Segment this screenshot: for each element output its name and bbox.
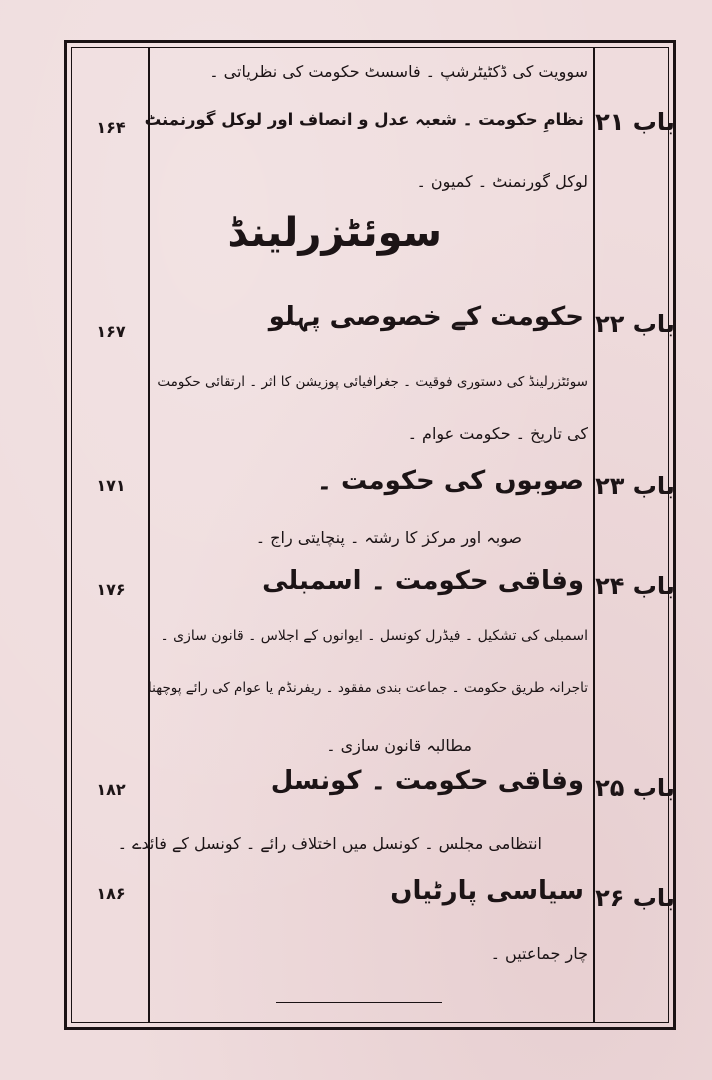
chapter-label: باب ۲۶	[595, 884, 675, 912]
chapter-topics: انتظامی مجلس ۔ کونسل میں اختلاف رائے ۔ کونسل کے فائدے ۔	[117, 834, 542, 853]
chapter-heading: نظامِ حکومت ۔ شعبہ عدل و انصاف اور لوکل گورنمنٹ	[144, 110, 584, 129]
chapter-label: باب ۲۱	[595, 108, 675, 136]
chapter-label: باب ۲۳	[595, 472, 675, 500]
chapter-heading: وفاقی حکومت ۔ اسمبلی	[262, 566, 584, 596]
chapter-heading: حکومت کے خصوصی پہلو	[268, 302, 584, 332]
chapter-topics: لوکل گورنمنٹ ۔ کمیون ۔	[416, 172, 588, 191]
closing-rule	[276, 1002, 442, 1003]
page-number: ۱۸۲	[96, 780, 126, 799]
chapter-topics: چار جماعتیں ۔	[490, 944, 588, 963]
chapter-label: باب ۲۵	[595, 774, 675, 802]
chapter-label: باب ۲۴	[595, 572, 675, 600]
page-number: ۱۶۴	[96, 118, 126, 137]
chapter-heading: سیاسی پارٹیاں	[390, 876, 584, 906]
chapter-topics: کی تاریخ ۔ حکومت عوام ۔	[407, 424, 588, 443]
page-number: ۱۷۶	[96, 580, 126, 599]
page-number: ۱۸۶	[96, 884, 126, 903]
continuation-line: سوویت کی ڈکٹیٹرشپ ۔ فاسسٹ حکومت کی نظریاتی ۔	[209, 62, 588, 81]
page-number: ۱۶۷	[96, 322, 126, 341]
chapter-topics: مطالبہ قانون سازی ۔	[326, 736, 472, 755]
chapter-column-rule	[593, 47, 595, 1023]
chapter-heading: وفاقی حکومت ۔ کونسل	[270, 766, 584, 796]
chapter-topics: تاجرانہ طریق حکومت ۔ جماعت بندی مفقود ۔ ریفرنڈم یا عوام کی رائے پوچھنا	[148, 680, 588, 696]
chapter-label: باب ۲۲	[595, 310, 675, 338]
chapter-topics: سوئٹزرلینڈ کی دستوری فوقیت ۔ جغرافیائی پوزیشن کا اثر ۔ ارتقائی حکومت	[157, 374, 588, 390]
chapter-heading: صوبوں کی حکومت ۔	[316, 466, 584, 496]
page-number: ۱۷۱	[96, 476, 126, 495]
chapter-topics: صوبہ اور مرکز کا رشتہ ۔ پنچایتی راج ۔	[255, 528, 522, 547]
chapter-topics: اسمبلی کی تشکیل ۔ فیڈرل کونسل ۔ ایوانوں کے اجلاس ۔ قانون سازی ۔	[160, 628, 588, 644]
page-number-column-rule	[148, 47, 150, 1023]
country-heading: سوئٹزرلینڈ	[227, 210, 442, 256]
